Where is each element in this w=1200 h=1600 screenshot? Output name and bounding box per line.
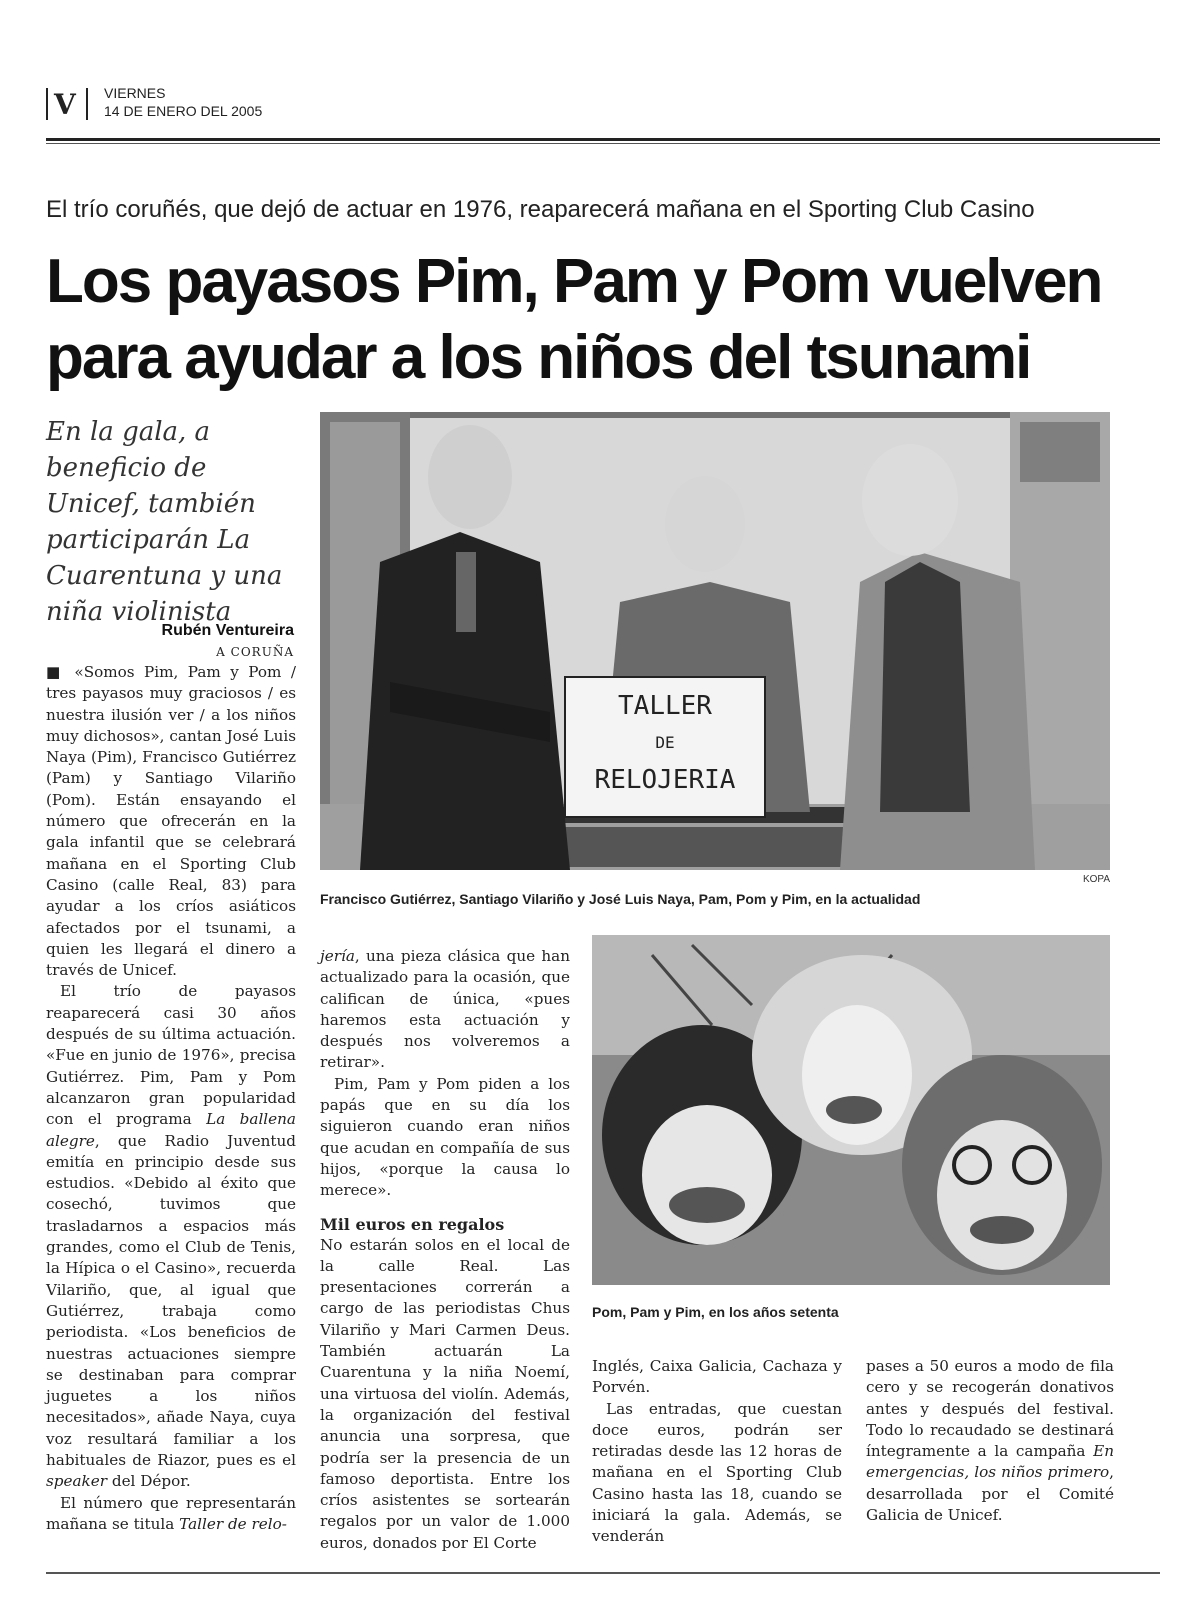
paragraph: ■ «Somos Pim, Pam y Pom / tres payasos muy graciosos / es nuestra ilusión ver / a los niños muy dichosos», cantan José Luis Naya (Pim), Francisco Gutiérrez (Pam) y Santiago Vilariño (Pom). Están ensayando el número que ofrecerán en la gala infantil que se celebrará mañana en el Sporting Club Casino (calle Real, 83) para ayudar a los críos asiáticos afectados por el tsunami, a quien les llegará el dinero a través de Unicef. [46,663,296,980]
weekday: VIERNES [104,85,166,101]
issue-date [104,84,262,120]
photo-credit: KOPA [1082,874,1110,885]
article-column-3 [592,1356,842,1548]
photo-caption-2: Pom, Pam y Pim, en los años setenta [592,1304,839,1320]
paragraph: pases a 50 euros a modo de fila cero y se recogerán donativos antes y después del festival. Todo lo recaudado se destinará íntegramente a la campaña En emergencias, los niños primero, desarrollada por el Comité Galicia de Unicef. [866,1357,1114,1525]
kicker: El trío coruñés, que dejó de actuar en 1976, reaparecerá mañana en el Sporting Club Casino [46,196,1035,223]
paragraph: jería, una pieza clásica que han actualizado para la ocasión, que califican de única, «pues haremos esta actuación y después nos volveremos a retirar». [320,947,570,1072]
sign-text-3: RELOJERIA [594,765,736,795]
header-rule [46,138,1160,141]
byline: Rubén Ventureira [161,622,294,639]
paragraph: Inglés, Caixa Galicia, Cachaza y Porvén. [592,1357,842,1397]
sign-text-2: DE [655,733,675,752]
page-header [46,82,1156,132]
newspaper-logo-icon [46,84,96,124]
footer-rule [46,1572,1160,1574]
photo-clowns-seventies [592,935,1110,1285]
article-column-4 [866,1356,1114,1526]
paragraph: No estarán solos en el local de la calle Real. Las presentaciones correrán a cargo de las periodistas Chus Vilariño y Mari Carmen Deus. También actuarán La Cuarentuna y la niña Noemí, una virtuosa del violín. Además, la organización del festival anuncia una sorpresa, que podría ser la presencia de un famoso deportista. Entre los críos asistentes se sortearán regalos por un valor de 1.000 euros, donados por El Corte [320,1235,570,1552]
square-bullet-icon: ■ [46,663,75,681]
subhead: En la gala, a beneficio de Unicef, también participarán La Cuarentuna y una niña violinista [46,417,283,627]
sign-text-1: TALLER [618,691,712,721]
article-column-1 [46,662,296,1535]
dateline: A CORUÑA [216,645,294,659]
headline-line-1: Los payasos Pim, Pam y Pom vuelven [46,247,1102,316]
headline-line-2: para ayudar a los niños del tsunami [46,323,1031,392]
paragraph: Las entradas, que cuestan doce euros, podrán ser retiradas desde las 12 horas de mañana en el Sporting Club Casino hasta las 18, cuando se iniciará la gala. Además, se venderán [592,1399,842,1546]
header-rule-thin [46,143,1160,144]
photo-caption-1: Francisco Gutiérrez, Santiago Vilariño y José Luis Naya, Pam, Pom y Pim, en la actualidad [320,891,921,907]
date: 14 DE ENERO DEL 2005 [104,103,263,119]
article-column-2 [320,946,570,1554]
paragraph: El trío de payasos reaparecerá casi 30 años después de su última actuación. «Fue en junio de 1976», precisa Gutiérrez. Pim, Pam y Pom alcanzaron gran popularidad con el programa La ballena alegre, que Radio Juventud emitía en principio desde sus estudios. «Debido al éxito que cosechó, tuvimos que trasladarnos a espacios más grandes, como el Club de Tenis, la Hípica o el Casino», recuerda Vilariño, que, al igual que Gutiérrez, trabaja como periodista. «Los beneficios de nuestras actuaciones siempre se destinaban para comprar juguetes a los niños necesitados», añade Naya, cuya voz resultará familiar a los habituales de Riazor, pues es el speaker del Dépor. [46,982,296,1491]
section-subheading: Mil euros en regalos [320,1214,505,1234]
headline [46,244,1156,396]
paragraph: Pim, Pam y Pom piden a los papás que en su día los siguieron cuando eran niños que acudan en compañía de sus hijos, «porque la causa lo merece». [320,1074,570,1200]
paragraph: El número que representarán mañana se titula Taller de relo- [46,1493,296,1533]
svg-text:V: V [54,88,76,121]
photo-clowns-today [320,412,1110,870]
